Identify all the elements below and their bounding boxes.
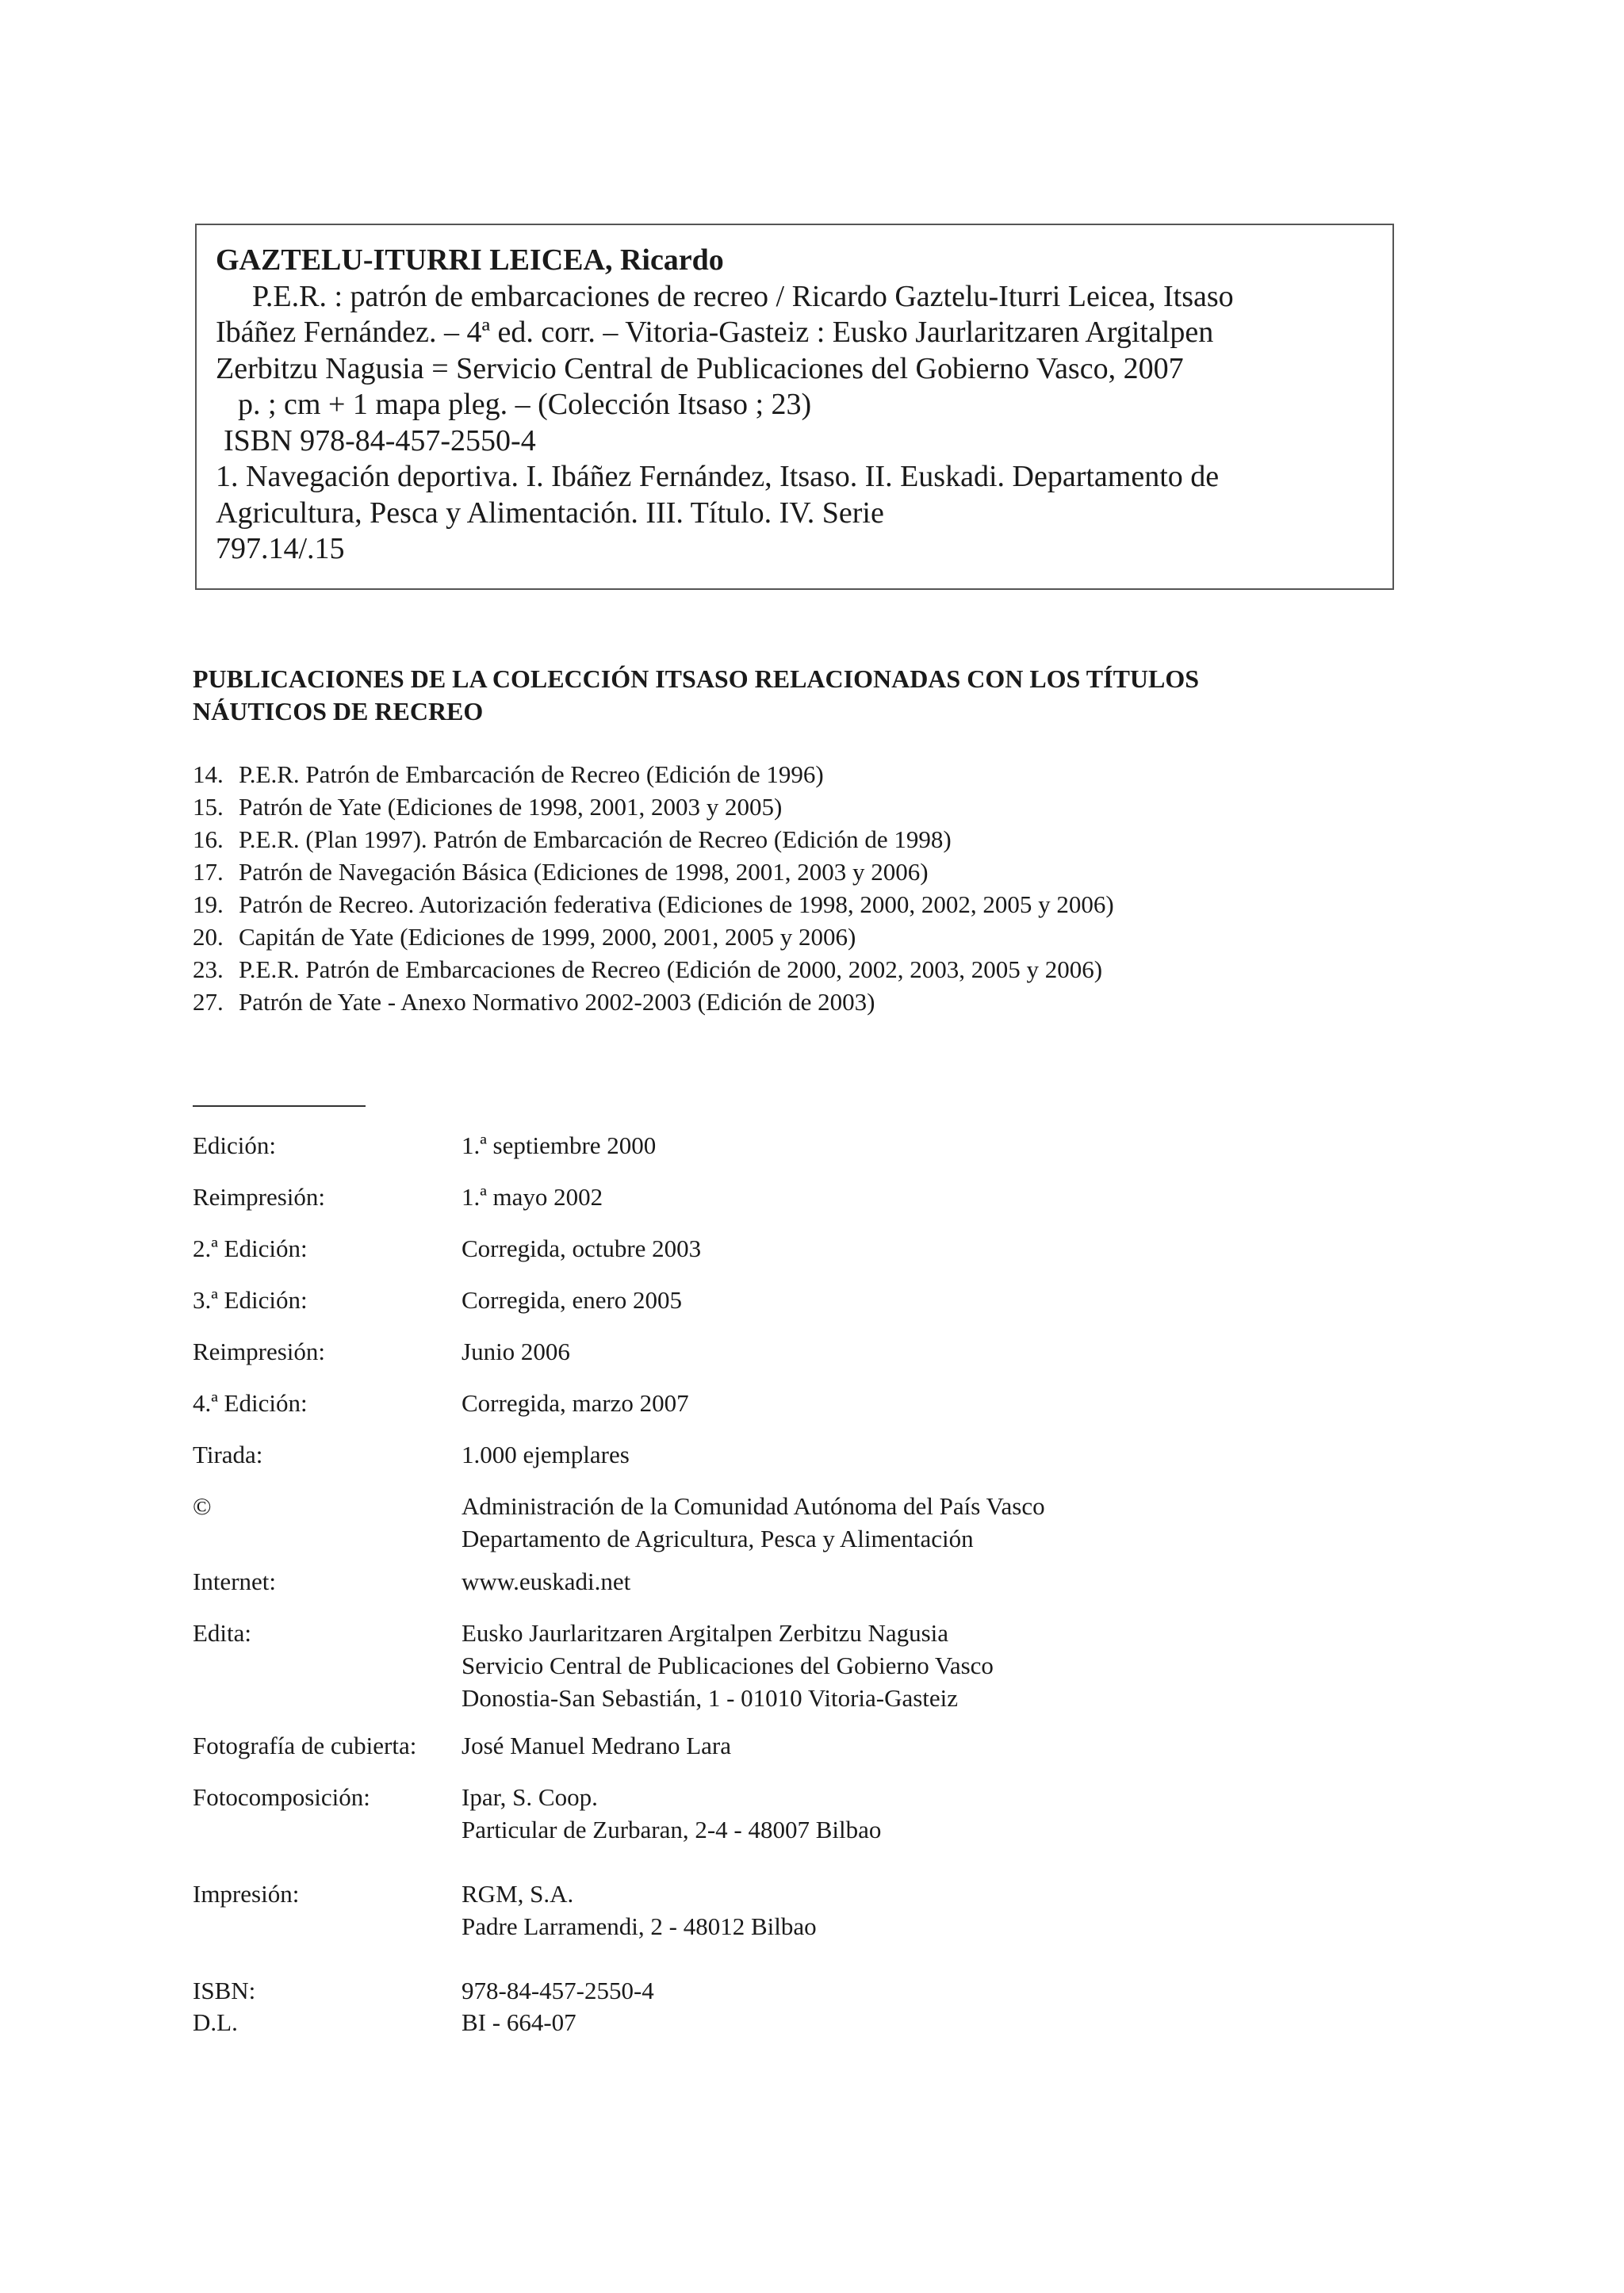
imprint-value xyxy=(462,1617,994,1714)
imprint-label: Fotografía de cubierta: xyxy=(193,1732,417,1759)
list-item-title: Patrón de Recreo. Autorización federativa (Ediciones de 1998, 2000, 2002, 2005 y 2006) xyxy=(239,890,1114,918)
catalog-line-publisher: Zerbitzu Nagusia = Servicio Central de Publicaciones del Gobierno Vasco, 2007 xyxy=(216,351,1184,385)
imprint-value-line: BI - 664-07 xyxy=(462,2008,576,2036)
imprint-value xyxy=(462,1232,701,1265)
imprint-label: Fotocomposición: xyxy=(193,1783,370,1811)
catalog-author: GAZTELU-ITURRI LEICEA, Ricardo xyxy=(216,243,724,277)
imprint-label: Edición: xyxy=(193,1131,277,1159)
imprint-value-line: Ipar, S. Coop. xyxy=(462,1783,598,1811)
imprint-label: Internet: xyxy=(193,1568,277,1595)
imprint-value xyxy=(462,1284,682,1316)
imprint-value-line: Servicio Central de Publicaciones del Gobierno Vasco xyxy=(462,1652,994,1679)
collection-heading-line: NÁUTICOS DE RECREO xyxy=(193,697,484,725)
list-item-title: Patrón de Navegación Básica (Ediciones de 1998, 2001, 2003 y 2006) xyxy=(239,858,929,886)
imprint-value-line: RGM, S.A. xyxy=(462,1880,574,1908)
catalog-line-edition: Ibáñez Fernández. – 4ª ed. corr. – Vitoria-Gasteiz : Eusko Jaurlaritzaren Argitalpen xyxy=(216,316,1214,349)
list-item-number: 20. xyxy=(193,923,224,951)
list-item-title: Capitán de Yate (Ediciones de 1999, 2000, 2001, 2005 y 2006) xyxy=(239,923,856,951)
imprint-value-line: Corregida, enero 2005 xyxy=(462,1286,683,1314)
imprint-label: Tirada: xyxy=(193,1441,263,1468)
list-item xyxy=(193,888,1461,921)
list-item-number: 19. xyxy=(193,890,224,918)
collection-publication-list xyxy=(193,758,1461,1018)
imprint-value-line: www.euskadi.net xyxy=(462,1568,631,1595)
catalog-line-physical: p. ; cm + 1 mapa pleg. – (Colección Itsaso ; 23) xyxy=(238,388,812,421)
imprint-value xyxy=(462,1729,731,1762)
imprint-label: 4.ª Edición: xyxy=(193,1389,308,1417)
imprint-value-line: Junio 2006 xyxy=(462,1338,570,1365)
imprint-value xyxy=(462,1335,570,1368)
list-item-number: 14. xyxy=(193,760,224,788)
imprint-label: Reimpresión: xyxy=(193,1338,326,1365)
imprint-value xyxy=(462,1438,630,1471)
list-item-title: Patrón de Yate - Anexo Normativo 2002-2003 (Edición de 2003) xyxy=(239,988,875,1016)
list-item xyxy=(193,823,1461,856)
list-item-number: 15. xyxy=(193,793,224,821)
imprint-value xyxy=(462,1878,817,1943)
catalog-line-subjects-cont: Agricultura, Pesca y Alimentación. III. Título. IV. Serie xyxy=(216,496,884,530)
imprint-value-line: Departamento de Agricultura, Pesca y Alimentación xyxy=(462,1525,974,1552)
imprint-value-line: Donostia-San Sebastián, 1 - 01010 Vitoria-Gasteiz xyxy=(462,1684,959,1712)
imprint-value xyxy=(462,1181,603,1213)
imprint-label: 3.ª Edición: xyxy=(193,1286,308,1314)
imprint-label: 2.ª Edición: xyxy=(193,1235,308,1262)
imprint-value xyxy=(462,1129,656,1162)
imprint-value-line: Padre Larramendi, 2 - 48012 Bilbao xyxy=(462,1912,817,1940)
list-item-number: 23. xyxy=(193,955,224,983)
imprint-value-line: 1.000 ejemplares xyxy=(462,1441,630,1468)
imprint-value-line: Corregida, marzo 2007 xyxy=(462,1389,689,1417)
list-item-title: P.E.R. Patrón de Embarcaciones de Recreo (Edición de 2000, 2002, 2003, 2005 y 2006) xyxy=(239,955,1103,983)
list-item xyxy=(193,921,1461,953)
imprint-value-line: Eusko Jaurlaritzaren Argitalpen Zerbitzu Nagusia xyxy=(462,1619,949,1647)
collection-heading-line: PUBLICACIONES DE LA COLECCIÓN ITSASO RELACIONADAS CON LOS TÍTULOS xyxy=(193,664,1200,693)
imprint-value-line: 978-84-457-2550-4 xyxy=(462,1977,654,2004)
imprint-value-line: 1.ª septiembre 2000 xyxy=(462,1131,657,1159)
catalog-line-subjects: 1. Navegación deportiva. I. Ibáñez Fernández, Itsaso. II. Euskadi. Departamento de xyxy=(216,460,1220,493)
imprint-value-line: Corregida, octubre 2003 xyxy=(462,1235,702,1262)
list-item-title: P.E.R. Patrón de Embarcación de Recreo (Edición de 1996) xyxy=(239,760,824,788)
catalog-line-title: P.E.R. : patrón de embarcaciones de recreo / Ricardo Gaztelu-Iturri Leicea, Itsaso xyxy=(252,279,1234,313)
imprint-value-line: 1.ª mayo 2002 xyxy=(462,1183,603,1211)
imprint-value xyxy=(462,1781,881,1846)
list-item xyxy=(193,986,1461,1018)
imprint-value-line: Administración de la Comunidad Autónoma del País Vasco xyxy=(462,1492,1045,1520)
list-item xyxy=(193,790,1461,823)
catalog-line-classification: 797.14/.15 xyxy=(216,532,345,565)
imprint-value-line: Particular de Zurbaran, 2-4 - 48007 Bilbao xyxy=(462,1816,882,1843)
collection-heading xyxy=(193,663,1461,728)
list-item xyxy=(193,953,1461,986)
imprint-label: Impresión: xyxy=(193,1880,300,1908)
catalog-line-isbn: ISBN 978-84-457-2550-4 xyxy=(224,423,536,457)
imprint-label: Reimpresión: xyxy=(193,1183,326,1211)
imprint-label: D.L. xyxy=(193,2008,238,2036)
imprint-value xyxy=(462,1490,1045,1555)
list-item xyxy=(193,856,1461,888)
list-item-number: 27. xyxy=(193,988,224,1016)
catalog-record-box xyxy=(195,224,1394,590)
list-item-number: 16. xyxy=(193,825,224,853)
imprint-value xyxy=(462,1387,689,1419)
list-item-title: P.E.R. (Plan 1997). Patrón de Embarcación de Recreo (Edición de 1998) xyxy=(239,825,952,853)
imprint-value xyxy=(462,1565,630,1598)
imprint-label: © xyxy=(193,1492,212,1520)
imprint-value xyxy=(462,1974,654,2007)
imprint-label: Edita: xyxy=(193,1619,252,1647)
imprint-label: ISBN: xyxy=(193,1977,256,2004)
list-item-number: 17. xyxy=(193,858,224,886)
imprint-value xyxy=(462,2006,576,2038)
separator-rule xyxy=(193,1105,366,1107)
list-item-title: Patrón de Yate (Ediciones de 1998, 2001, 2003 y 2005) xyxy=(239,793,783,821)
list-item xyxy=(193,758,1461,790)
imprint-value-line: José Manuel Medrano Lara xyxy=(462,1732,732,1759)
